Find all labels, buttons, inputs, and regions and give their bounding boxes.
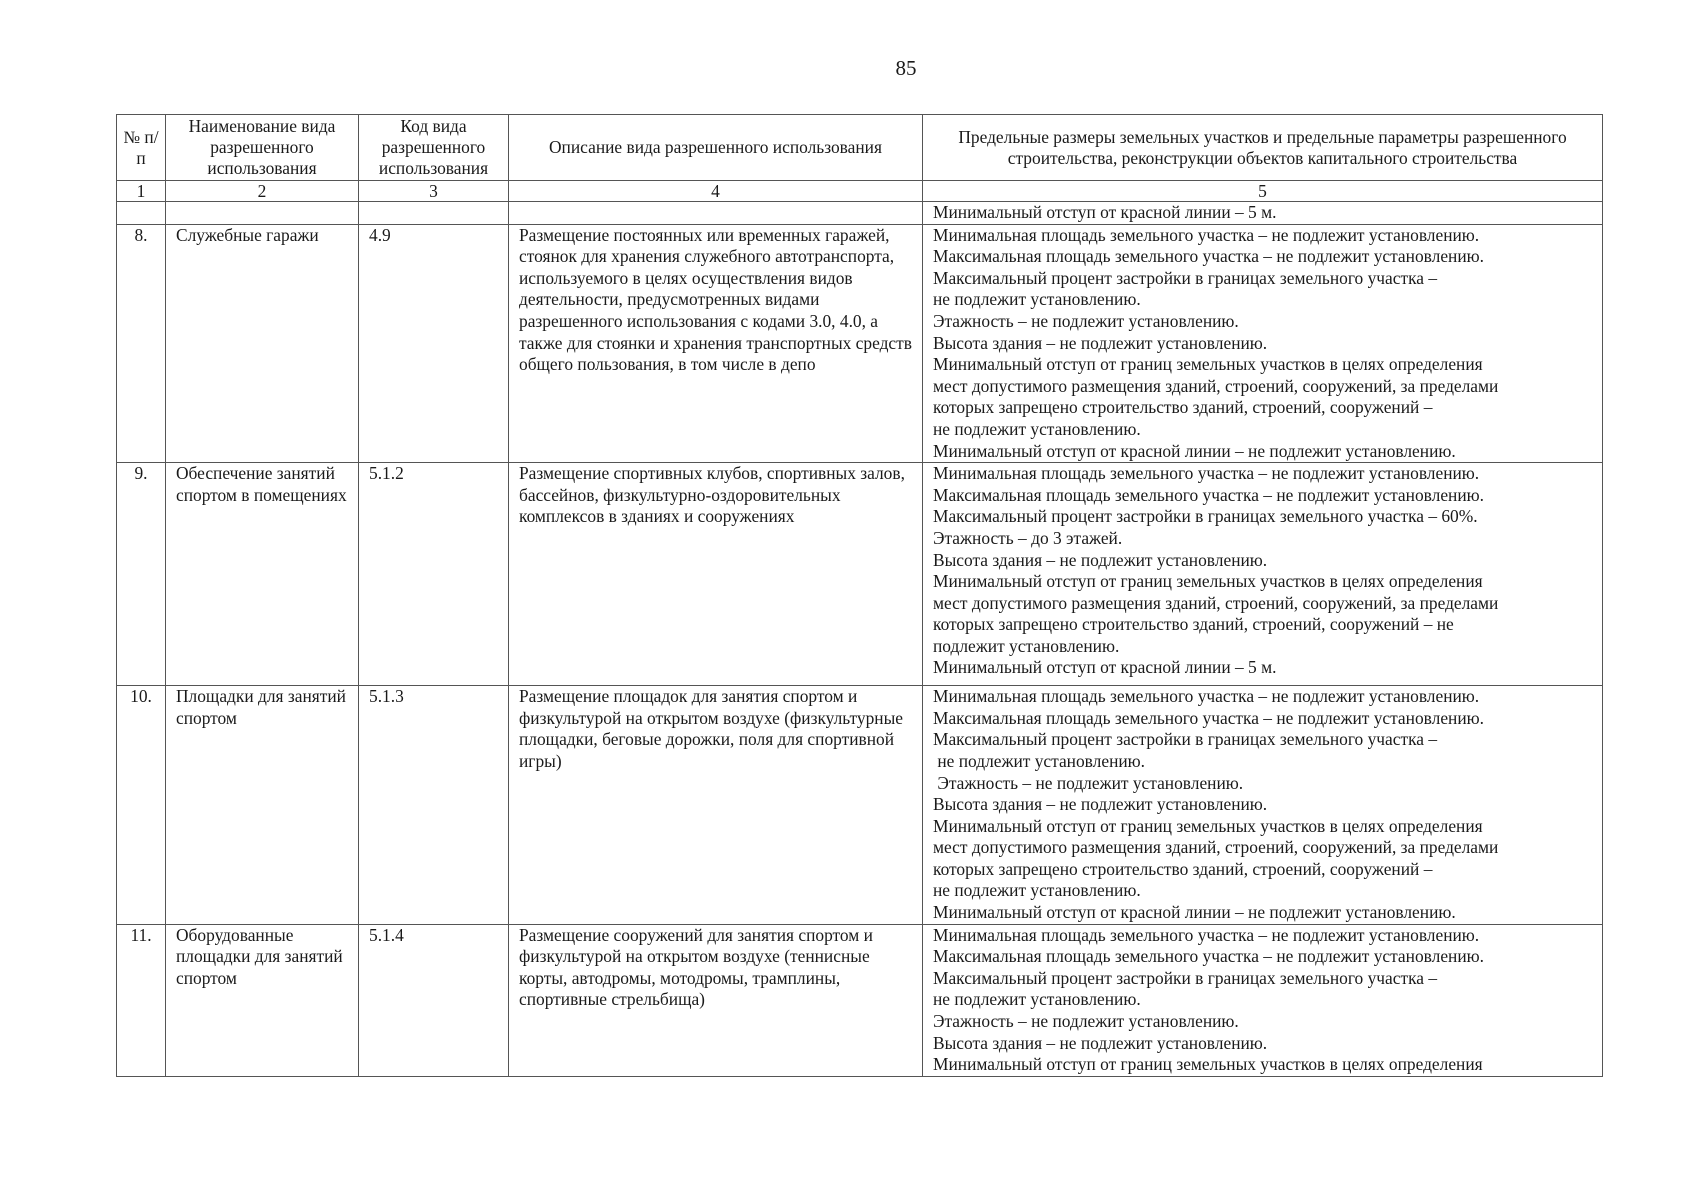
continuation-row xyxy=(117,202,1603,225)
parameter-line: не подлежит установлению. xyxy=(933,418,1141,439)
parameter-line: Максимальный процент застройки в границах земельного участка – xyxy=(933,967,1438,988)
parameter-line: Минимальный отступ от границ земельных участков в целях определения xyxy=(933,815,1483,836)
use-code: 5.1.2 xyxy=(359,463,509,686)
column-numbers-row xyxy=(117,181,1603,202)
use-code: 5.1.3 xyxy=(359,686,509,925)
parameter-line: Минимальный отступ от границ земельных участков в целях определения xyxy=(933,571,1483,592)
page-number: 85 xyxy=(895,56,917,80)
column-number: 5 xyxy=(923,181,1603,202)
parameter-line: Этажность – до 3 этажей. xyxy=(933,527,1123,548)
column-number: 3 xyxy=(359,181,509,202)
header-number: № п/п xyxy=(117,115,166,181)
parameter-line: Минимальная площадь земельного участка – не подлежит установлению. xyxy=(933,463,1480,484)
parameter-line: Высота здания – не подлежит установлению. xyxy=(933,794,1268,815)
table-row xyxy=(117,686,1603,925)
parameter-line: не подлежит установлению. xyxy=(933,750,1146,771)
use-description: Размещение спортивных клубов, спортивных залов, бассейнов, физкультурно-оздоровительных комплексов в зданиях и сооружениях xyxy=(509,463,923,686)
header-use-description: Описание вида разрешенного использования xyxy=(509,115,923,181)
use-description: Размещение постоянных или временных гаражей, стоянок для хранения служебного автотранспорта, используемого в целях осуществления видов деятельности, предусмотренных видами разрешенного использования с кодами 3.0, 4.0, а также для стоянки и хранения транспортных средств общего пользования, в том числе в депо xyxy=(509,224,923,463)
parameter-line: Максимальная площадь земельного участка – не подлежит установлению. xyxy=(933,246,1484,267)
table-header-row xyxy=(117,115,1603,181)
use-name: Площадки для занятий спортом xyxy=(166,686,359,925)
use-parameters xyxy=(923,924,1603,1076)
use-name: Оборудованные площадки для занятий спортом xyxy=(166,924,359,1076)
use-parameters xyxy=(923,224,1603,463)
column-number: 4 xyxy=(509,181,923,202)
use-description: Размещение сооружений для занятия спортом и физкультурой на открытом воздухе (теннисные корты, автодромы, мотодромы, трамплины, спортивные стрельбища) xyxy=(509,924,923,1076)
parameter-line: Минимальная площадь земельного участка – не подлежит установлению. xyxy=(933,686,1480,707)
use-description: Размещение площадок для занятия спортом и физкультурой на открытом воздухе (физкультурные площадки, беговые дорожки, поля для спортивной игры) xyxy=(509,686,923,925)
continuation-text: Минимальный отступ от красной линии – 5 м. xyxy=(923,202,1603,225)
header-use-name: Наименование вида разрешенного использования xyxy=(166,115,359,181)
column-number: 1 xyxy=(117,181,166,202)
table-row xyxy=(117,463,1603,686)
parameter-line: Максимальная площадь земельного участка – не подлежит установлению. xyxy=(933,484,1484,505)
table-row xyxy=(117,924,1603,1076)
parameter-line: Высота здания – не подлежит установлению. xyxy=(933,1032,1268,1053)
parameter-line: Минимальный отступ от красной линии – не подлежит установлению. xyxy=(933,902,1456,923)
parameter-line: не подлежит установлению. xyxy=(933,289,1141,310)
row-number: 11. xyxy=(117,924,166,1076)
parameter-line: Максимальный процент застройки в границах земельного участка – xyxy=(933,729,1438,750)
parameter-line: которых запрещено строительство зданий, строений, сооружений – xyxy=(933,858,1433,879)
parameter-line: мест допустимого размещения зданий, строений, сооружений, за пределами xyxy=(933,837,1499,858)
parameter-line: Минимальная площадь земельного участка – не подлежит установлению. xyxy=(933,924,1480,945)
parameter-line: не подлежит установлению. xyxy=(933,989,1141,1010)
parameter-line: Этажность – не подлежит установлению. xyxy=(933,310,1239,331)
parameter-line: Этажность – не подлежит установлению. xyxy=(933,1011,1239,1032)
parameter-line: Максимальный процент застройки в границах земельного участка – xyxy=(933,267,1438,288)
parameter-line: мест допустимого размещения зданий, строений, сооружений, за пределами xyxy=(933,592,1499,613)
parameter-line: Высота здания – не подлежит установлению. xyxy=(933,549,1268,570)
use-code: 5.1.4 xyxy=(359,924,509,1076)
column-number: 2 xyxy=(166,181,359,202)
header-use-code: Код вида разрешенного использования xyxy=(359,115,509,181)
parameter-line: мест допустимого размещения зданий, строений, сооружений, за пределами xyxy=(933,375,1499,396)
row-number: 9. xyxy=(117,463,166,686)
parameter-line: которых запрещено строительство зданий, строений, сооружений – не xyxy=(933,614,1454,635)
use-name: Служебные гаражи xyxy=(166,224,359,463)
use-parameters xyxy=(923,463,1603,686)
parameter-line: Минимальная площадь земельного участка – не подлежит установлению. xyxy=(933,224,1480,245)
parameter-line: Минимальный отступ от границ земельных участков в целях определения xyxy=(933,354,1483,375)
parameter-line: Минимальный отступ от красной линии – 5 м. xyxy=(933,657,1277,678)
parameter-line: подлежит установлению. xyxy=(933,635,1120,656)
parameter-line: Этажность – не подлежит установлению. xyxy=(933,772,1244,793)
row-number: 8. xyxy=(117,224,166,463)
parameter-line: Минимальный отступ от границ земельных участков в целях определения xyxy=(933,1054,1483,1075)
parameter-line: Высота здания – не подлежит установлению. xyxy=(933,332,1268,353)
row-number: 10. xyxy=(117,686,166,925)
zoning-table xyxy=(116,114,1603,1077)
use-name: Обеспечение занятий спортом в помещениях xyxy=(166,463,359,686)
table-row xyxy=(117,224,1603,463)
parameter-line: не подлежит установлению. xyxy=(933,880,1141,901)
use-parameters xyxy=(923,686,1603,925)
parameter-line: Минимальный отступ от красной линии – не подлежит установлению. xyxy=(933,440,1456,461)
use-code: 4.9 xyxy=(359,224,509,463)
parameter-line: Максимальный процент застройки в границах земельного участка – 60%. xyxy=(933,506,1478,527)
parameter-line: Максимальная площадь земельного участка – не подлежит установлению. xyxy=(933,707,1484,728)
header-parameters: Предельные размеры земельных участков и предельные параметры разрешенного строительства, реконструкции объектов капитального строительства xyxy=(923,115,1603,181)
parameter-line: Максимальная площадь земельного участка – не подлежит установлению. xyxy=(933,946,1484,967)
parameter-line: которых запрещено строительство зданий, строений, сооружений – xyxy=(933,397,1433,418)
